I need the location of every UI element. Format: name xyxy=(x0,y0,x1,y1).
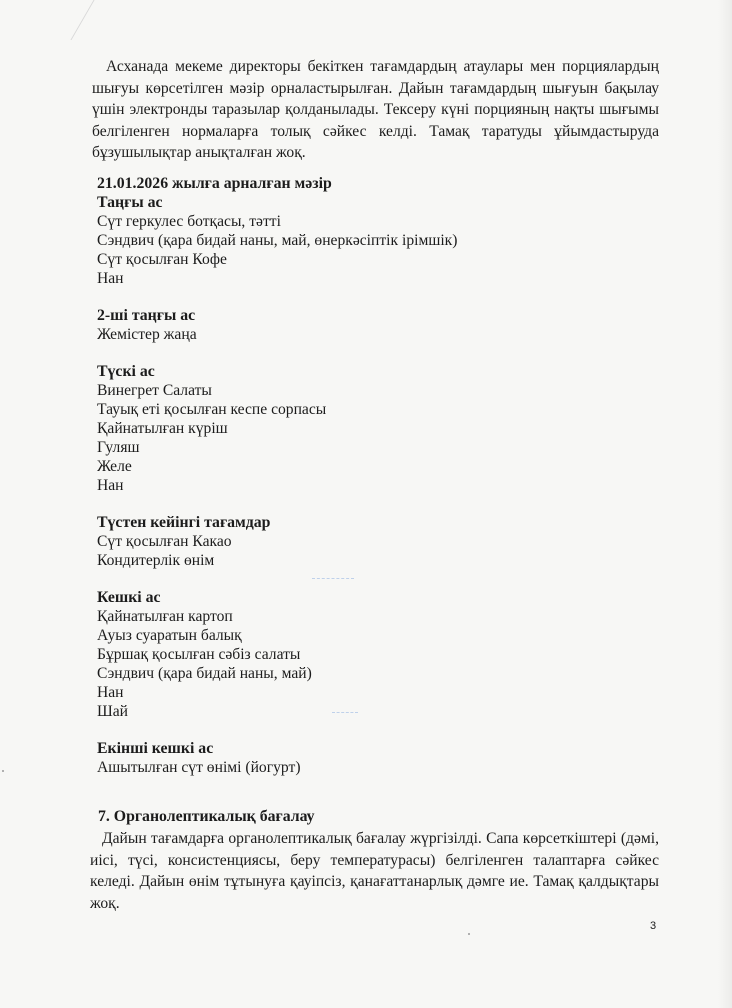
meal-heading: Таңғы ас xyxy=(97,194,163,211)
section-title: 7. Органолептикалық бағалау xyxy=(98,808,315,825)
menu-title: 21.01.2026 жылға арналған мәзір xyxy=(97,175,332,192)
meal-item: Винегрет Салаты xyxy=(97,382,212,399)
faint-stamp-mark xyxy=(312,578,354,580)
meal-item: Нан xyxy=(97,477,124,494)
meal-item: Сүт геркулес ботқасы, тәтті xyxy=(97,213,281,230)
meal-dinner xyxy=(97,588,617,721)
page-number: 3 xyxy=(650,920,657,932)
meal-item: Гуляш xyxy=(97,439,140,456)
meal-item: Бұршақ қосылған сәбіз салаты xyxy=(97,646,301,663)
meal-item: Кондитерлік өнім xyxy=(97,552,215,569)
scan-speck xyxy=(468,933,470,935)
meal-heading: Түстен кейінгі тағамдар xyxy=(97,514,271,531)
page-edge-shadow xyxy=(718,0,732,1008)
meal-lunch xyxy=(97,362,617,495)
meal-afternoon-snack xyxy=(97,513,617,570)
meal-heading: Түскі ас xyxy=(97,363,155,380)
meal-second-breakfast xyxy=(97,306,617,344)
faint-stamp-mark xyxy=(332,712,358,714)
meal-heading: 2-ші таңғы ас xyxy=(97,307,196,324)
meal-item: Нан xyxy=(97,684,124,701)
intro-paragraph: Асханада мекеме директоры бекіткен тағамдардың атаулары мен порциялардың шығуы көрсетілген мәзір орналастырылған. Дайын тағамдардың шығуын бақылау үшін электронды таразылар қолданылады. Тексеру күні порцияның нақты шығымы белгіленген нормаларға толық сәйкес келді. Тамақ таратуды ұйымдастыруда бұзушылықтар анықталған жоқ. xyxy=(92,58,659,161)
meal-item: Шай xyxy=(97,703,128,720)
meal-item: Желе xyxy=(97,458,132,475)
meal-second-dinner xyxy=(97,739,617,777)
meal-item: Ашытылған сүт өнімі (йогурт) xyxy=(97,759,301,776)
scan-speck xyxy=(2,770,4,772)
meal-item: Сэндвич (қара бидай наны, май) xyxy=(97,665,312,682)
meal-item: Сэндвич (қара бидай наны, май, өнеркәсіптік ірімшік) xyxy=(97,232,458,249)
section-paragraph: Дайын тағамдарға органолептикалық бағалау жүргізілді. Сапа көрсеткіштері (дәмі, иісі, түсі, консистенциясы, беру температурасы) белгіленген талаптарға сәйкес келеді. Дайын өнім тұтынуға қауіпсіз, қанағаттанарлық дәмге ие. Тамақ қалдықтары жоқ. xyxy=(90,830,659,912)
meal-item: Қайнатылған картоп xyxy=(97,608,233,625)
meal-item: Тауық еті қосылған кеспе сорпасы xyxy=(97,401,327,418)
meal-item: Сүт қосылған Кофе xyxy=(97,251,227,268)
page-fold-mark xyxy=(40,0,94,40)
meal-item: Жемістер жаңа xyxy=(97,326,197,343)
meal-item: Ауыз суаратын балық xyxy=(97,627,242,644)
meal-item: Сүт қосылған Какао xyxy=(97,533,232,550)
meal-item: Нан xyxy=(97,270,124,287)
menu-section xyxy=(97,174,617,795)
meal-breakfast xyxy=(97,193,617,288)
meal-heading: Кешкі ас xyxy=(97,589,161,606)
meal-item: Қайнатылған күріш xyxy=(97,420,228,437)
meal-heading: Екінші кешкі ас xyxy=(97,740,214,757)
